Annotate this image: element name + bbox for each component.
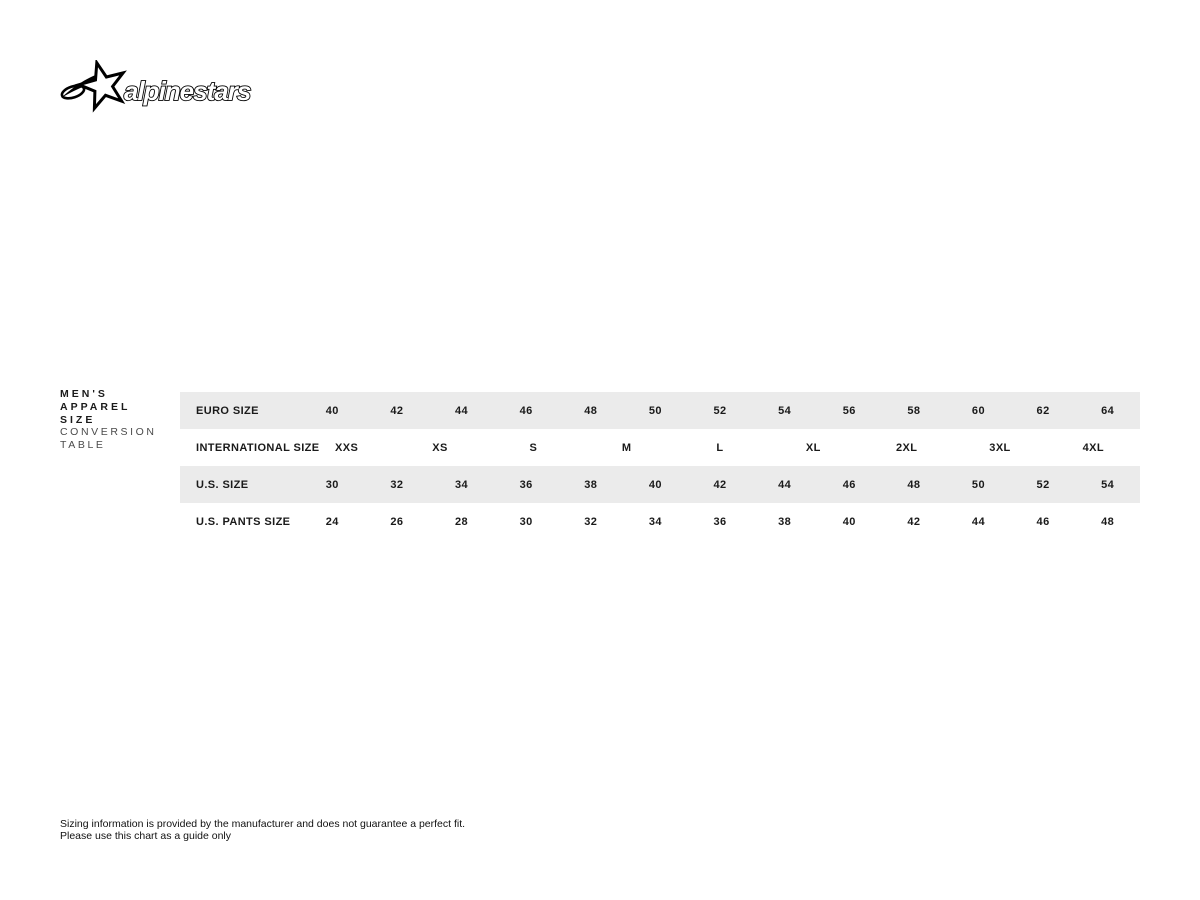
size-cell: 38 xyxy=(778,515,792,528)
size-cell: XXS xyxy=(335,441,359,454)
size-cell: 42 xyxy=(390,404,404,417)
size-cell: 30 xyxy=(519,515,533,528)
title-line-apparel: APPAREL xyxy=(60,400,131,413)
row-values xyxy=(300,479,1140,491)
size-cell: 30 xyxy=(325,478,339,491)
size-cell: 46 xyxy=(519,404,533,417)
size-cell: 48 xyxy=(1101,515,1115,528)
disclaimer xyxy=(60,818,465,842)
size-cell: 34 xyxy=(648,515,662,528)
row-label: U.S. PANTS SIZE xyxy=(196,515,291,528)
size-cell: 54 xyxy=(778,404,792,417)
size-cell: 38 xyxy=(584,478,598,491)
size-cell: 50 xyxy=(971,478,985,491)
size-cell: 32 xyxy=(584,515,598,528)
alpinestars-star-icon xyxy=(60,63,123,109)
size-cell: 44 xyxy=(971,515,985,528)
disclaimer-line-2: Please use this chart as a guide only xyxy=(60,830,232,843)
size-cell: 42 xyxy=(907,515,921,528)
size-cell: 64 xyxy=(1101,404,1115,417)
size-cell: M xyxy=(621,441,632,454)
logo-wordmark: alpinestars xyxy=(124,76,251,106)
size-cell: 50 xyxy=(648,404,662,417)
size-cell: 40 xyxy=(842,515,856,528)
size-cell: 40 xyxy=(648,478,662,491)
table-row xyxy=(180,392,1140,429)
size-cell: 4XL xyxy=(1082,441,1105,454)
size-cell: L xyxy=(716,441,724,454)
table-row xyxy=(180,503,1140,540)
size-cell: 24 xyxy=(325,515,339,528)
size-cell: 46 xyxy=(842,478,856,491)
alpinestars-logo xyxy=(58,60,268,118)
row-label: EURO SIZE xyxy=(196,404,259,417)
size-cell: 2XL xyxy=(895,441,918,454)
disclaimer-line-1: Sizing information is provided by the manufacturer and does not guarantee a perfect fit. xyxy=(60,818,466,830)
title-line-mens: MEN'S xyxy=(60,388,108,400)
size-cell: 44 xyxy=(455,404,469,417)
row-values xyxy=(300,442,1140,454)
title-line-conversion: CONVERSION xyxy=(60,426,157,439)
size-cell: 48 xyxy=(907,478,921,491)
size-cell: XL xyxy=(805,441,821,454)
size-cell: XS xyxy=(432,441,448,454)
table-row xyxy=(180,429,1140,466)
size-cell: 26 xyxy=(390,515,404,528)
title-line-table: TABLE xyxy=(60,439,106,452)
size-cell: 54 xyxy=(1101,478,1115,491)
size-cell: 36 xyxy=(713,515,727,528)
row-values xyxy=(300,405,1140,417)
size-cell: 60 xyxy=(971,404,985,417)
size-cell: 40 xyxy=(325,404,339,417)
size-cell: 48 xyxy=(584,404,598,417)
page-title xyxy=(60,388,157,452)
size-cell: 44 xyxy=(778,478,792,491)
size-cell: 28 xyxy=(455,515,469,528)
row-values xyxy=(300,516,1140,528)
size-conversion-table xyxy=(180,392,1140,540)
size-cell: 46 xyxy=(1036,515,1050,528)
title-line-size: SIZE xyxy=(60,413,96,426)
row-label: INTERNATIONAL SIZE xyxy=(196,441,320,454)
size-cell: S xyxy=(529,441,538,454)
size-cell: 52 xyxy=(713,404,727,417)
size-cell: 56 xyxy=(842,404,856,417)
size-cell: 32 xyxy=(390,478,404,491)
size-cell: 42 xyxy=(713,478,727,491)
size-cell: 34 xyxy=(455,478,469,491)
row-label: U.S. SIZE xyxy=(196,478,249,491)
table-row xyxy=(180,466,1140,503)
size-cell: 52 xyxy=(1036,478,1050,491)
size-cell: 58 xyxy=(907,404,921,417)
size-cell: 62 xyxy=(1036,404,1050,417)
size-cell: 3XL xyxy=(989,441,1011,454)
size-cell: 36 xyxy=(519,478,533,491)
